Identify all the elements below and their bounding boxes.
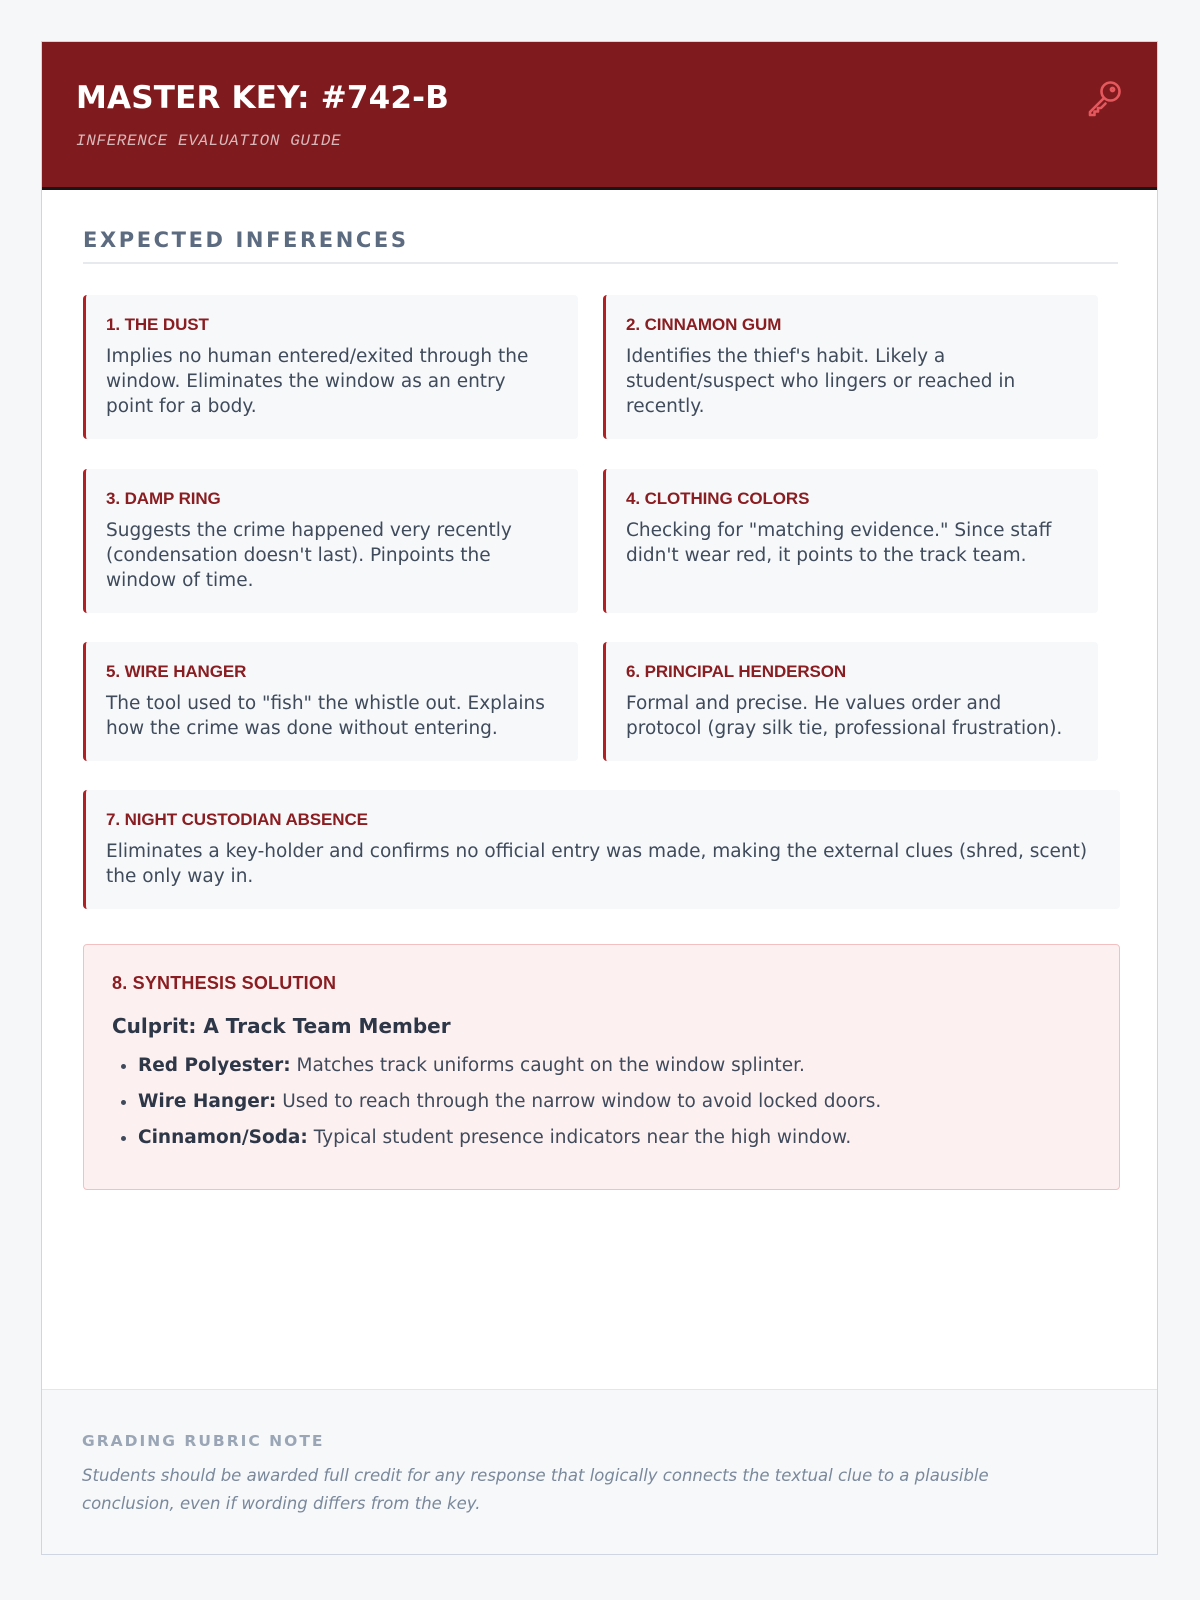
point-label: Red Polyester: <box>138 1055 291 1076</box>
inference-title: 4. CLOTHING COLORS <box>626 489 810 508</box>
header <box>42 42 1157 190</box>
inference-title: 6. PRINCIPAL HENDERSON <box>626 662 847 681</box>
point-text: Matches track uniforms caught on the window splinter. <box>290 1055 805 1076</box>
inference-title: 1. THE DUST <box>106 315 209 334</box>
list-item <box>138 1053 1091 1078</box>
point-label: Wire Hanger: <box>138 1091 277 1112</box>
rubric-note-label: GRADING RUBRIC NOTE <box>82 1432 325 1450</box>
inference-text: Suggests the crime happened very recently (condensation doesn't last). Pinpoints the window of time. <box>106 520 512 591</box>
inference-card <box>83 295 578 439</box>
synthesis-solution-box <box>83 944 1120 1190</box>
inference-title: 7. NIGHT CUSTODIAN ABSENCE <box>106 810 368 829</box>
list-item <box>138 1125 1091 1150</box>
solution-title: 8. SYNTHESIS SOLUTION <box>112 973 337 993</box>
inference-text: Checking for "matching evidence." Since staff didn't wear red, it points to the track team. <box>626 520 1052 566</box>
inference-text: Implies no human entered/exited through the window. Eliminates the window as an entry point for a body. <box>106 346 529 417</box>
culprit-statement: Culprit: A Track Team Member <box>112 1014 451 1038</box>
footer <box>42 1389 1157 1555</box>
inference-text: Identifies the thief's habit. Likely a student/suspect who lingers or reached in recently. <box>626 346 1016 417</box>
inference-text: The tool used to "fish" the whistle out. Explains how the crime was done without entering. <box>106 693 545 739</box>
point-text: Typical student presence indicators near the high window. <box>307 1127 852 1148</box>
inference-title: 3. DAMP RING <box>106 489 221 508</box>
section-title: EXPECTED INFERENCES <box>83 228 1118 264</box>
page-title: MASTER KEY: #742-B <box>76 80 450 116</box>
inference-title: 5. WIRE HANGER <box>106 662 247 681</box>
key-icon <box>1085 77 1125 117</box>
inference-card <box>603 642 1098 761</box>
point-label: Cinnamon/Soda: <box>138 1127 308 1148</box>
inference-title: 2. CINNAMON GUM <box>626 315 782 334</box>
inference-card <box>83 469 578 613</box>
list-item <box>138 1089 1091 1114</box>
inference-card <box>83 642 578 761</box>
inference-card <box>83 790 1120 909</box>
answer-key-card <box>41 41 1158 1555</box>
page-subtitle: INFERENCE EVALUATION GUIDE <box>76 132 342 150</box>
inference-card <box>603 469 1098 613</box>
rubric-note-text: Students should be awarded full credit for any response that logically connects the textual clue to a plausible conclusion, even if wording differs from the key. <box>82 1466 989 1513</box>
point-text: Used to reach through the narrow window to avoid locked doors. <box>276 1091 882 1112</box>
inference-card <box>603 295 1098 439</box>
inference-text: Formal and precise. He values order and protocol (gray silk tie, professional frustration). <box>626 693 1063 739</box>
inference-text: Eliminates a key-holder and confirms no official entry was made, making the external clues (shred, scent) the only way in. <box>106 841 1088 887</box>
solution-points <box>112 1053 1091 1150</box>
